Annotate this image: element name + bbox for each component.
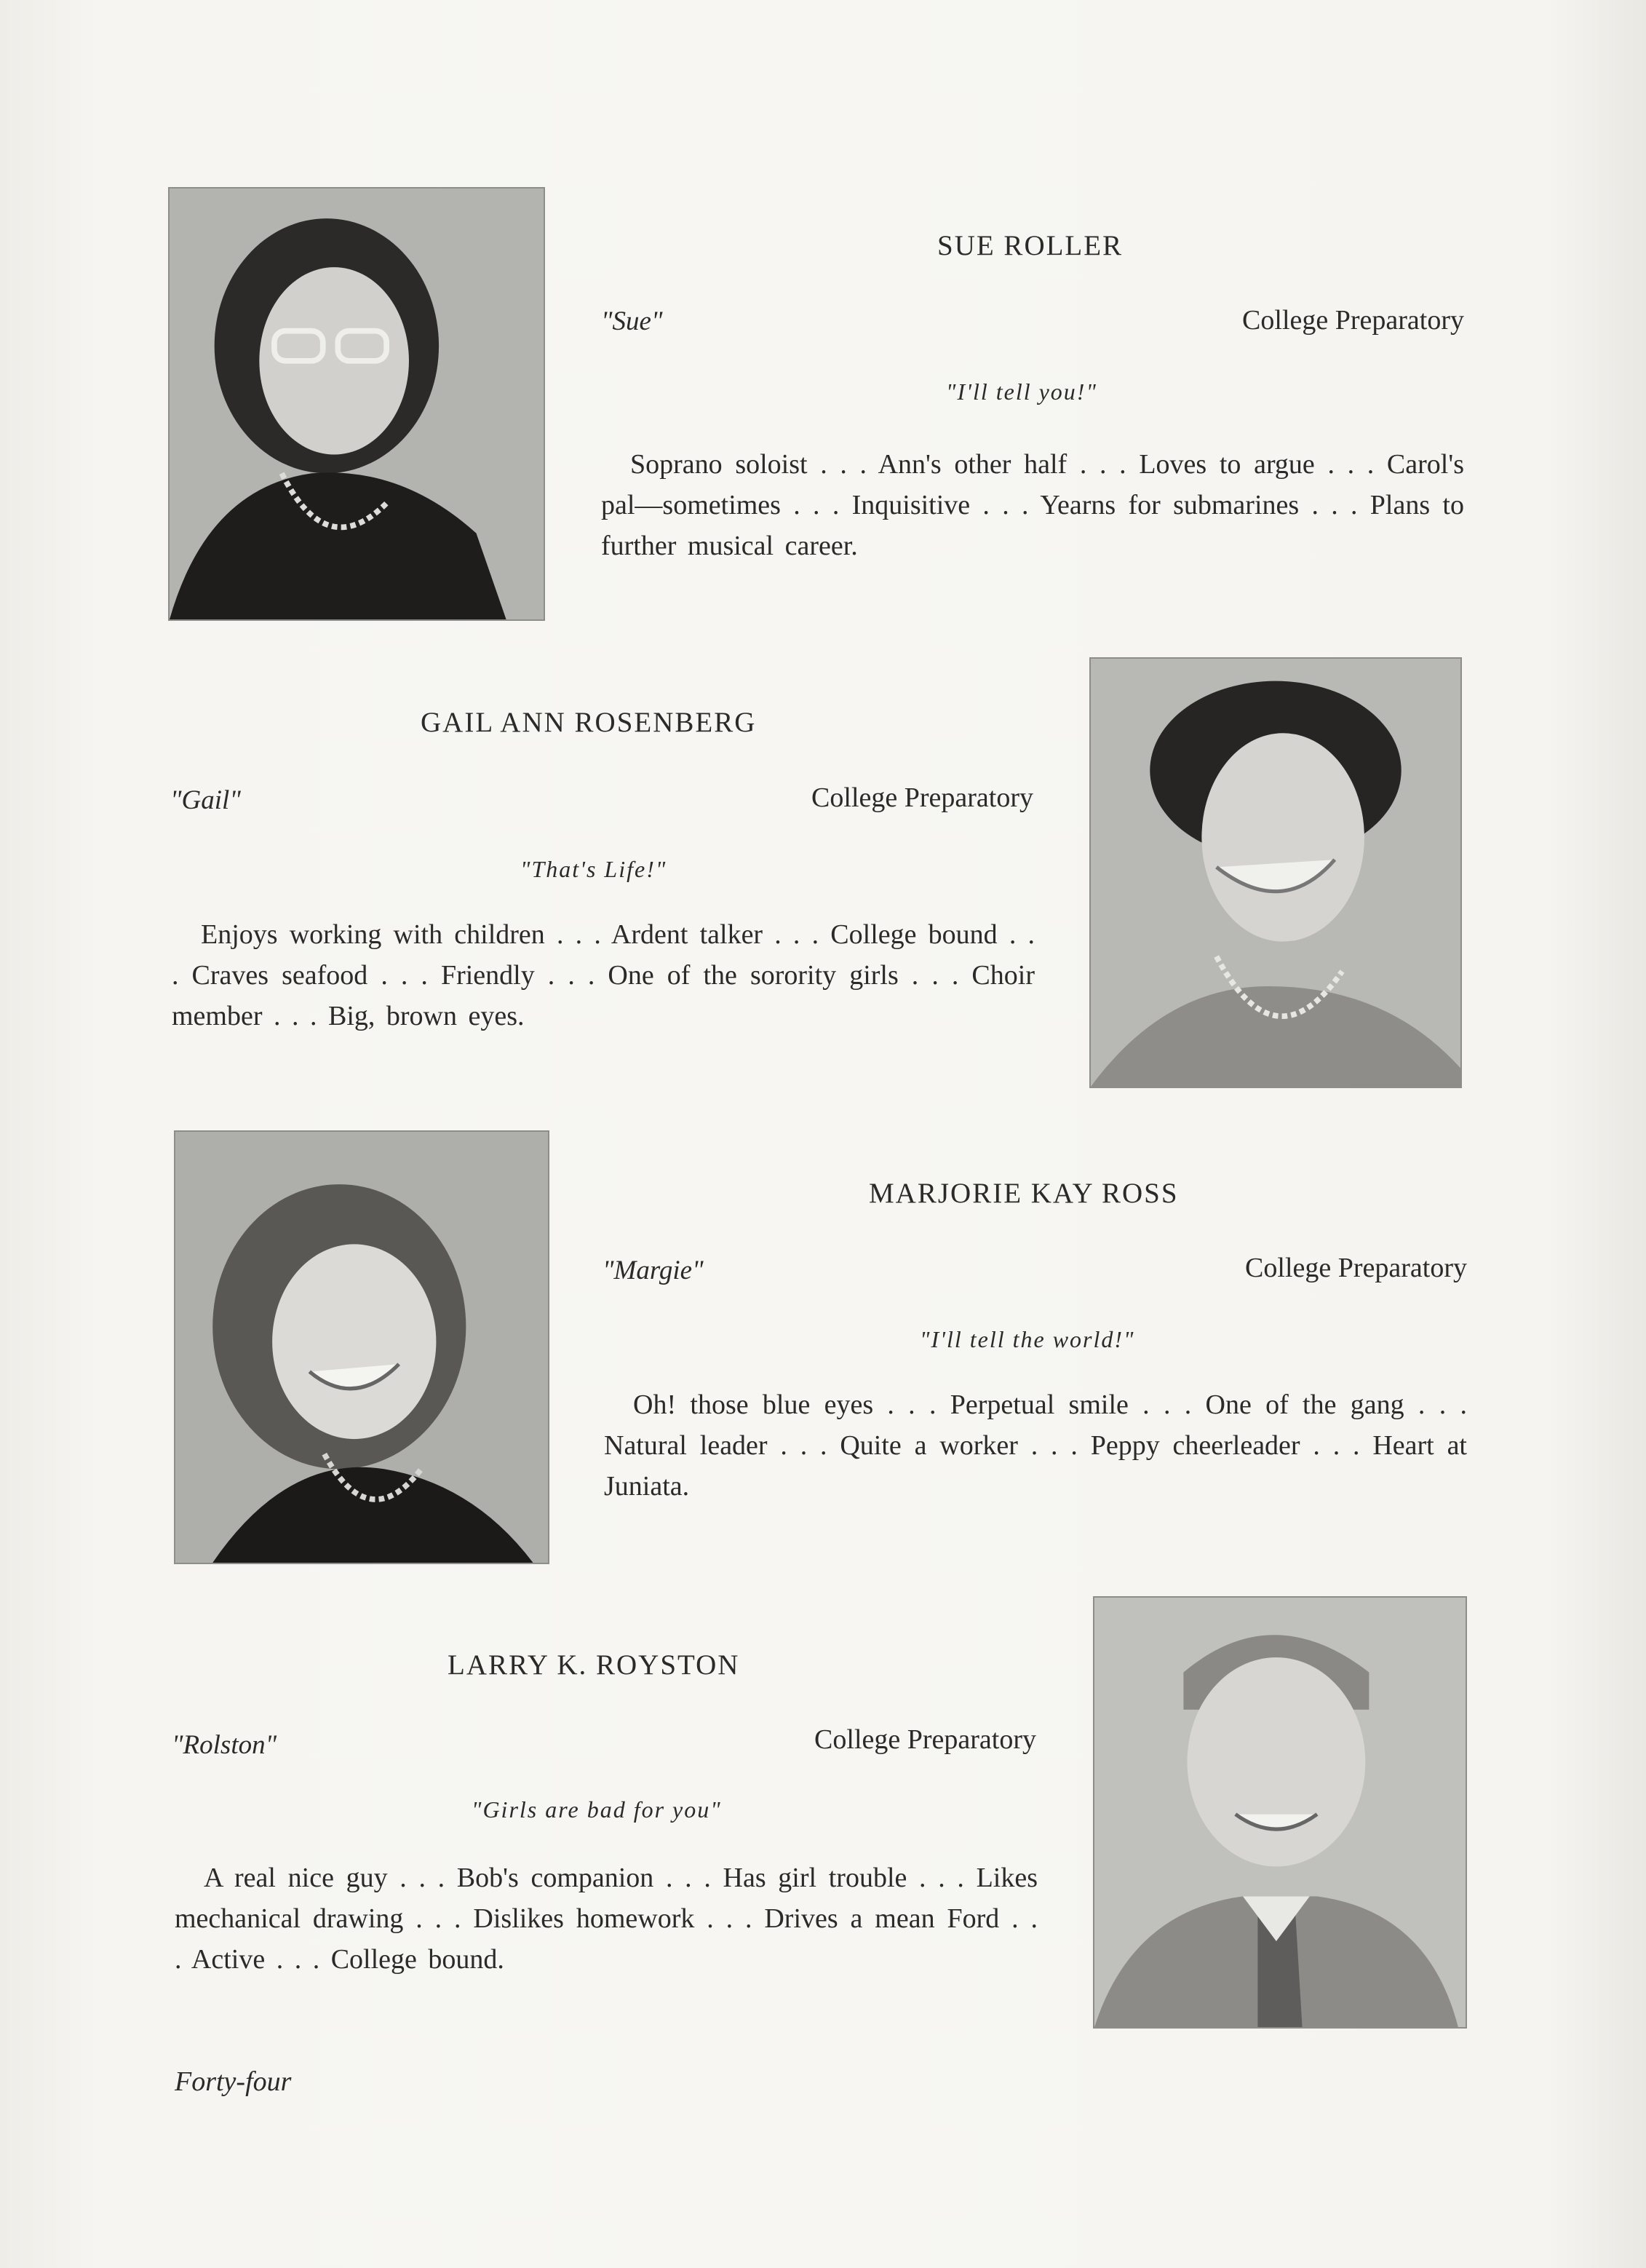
student-course: College Preparatory (1242, 305, 1464, 336)
student-name: GAIL ANN ROSENBERG (421, 707, 757, 738)
student-course: College Preparatory (1245, 1253, 1467, 1283)
student-nickname: "Margie" (603, 1256, 704, 1285)
portrait-photo-marjorie-kay-ross (174, 1130, 549, 1564)
student-name: SUE ROLLER (937, 230, 1124, 261)
student-description: A real nice guy . . . Bob's companion . . . Has girl trouble . . . Likes mechanical drawing . . . Dislikes homework . . . Drives a mean Ford . . . Active . . . College bound. (175, 1863, 1038, 1975)
student-motto: "That's Life!" (520, 856, 667, 882)
student-motto: "Girls are bad for you" (472, 1796, 722, 1823)
student-motto: "I'll tell you!" (946, 378, 1097, 405)
student-description: Oh! those blue eyes . . . Perpetual smile . . . One of the gang . . . Natural leader . . . Quite a worker . . . Peppy cheerleader . . . Heart at Juniata. (604, 1389, 1467, 1502)
portrait-icon (175, 1132, 548, 1563)
student-course: College Preparatory (814, 1724, 1036, 1755)
student-description: Enjoys working with children . . . Ardent talker . . . College bound . . . Craves seafood . . . Friendly . . . One of the sorority girls . . . Choir member . . . Big, brown eyes. (172, 919, 1035, 1031)
student-nickname: "Rolston" (172, 1730, 277, 1760)
portrait-photo-larry-k-royston (1093, 1596, 1467, 2029)
student-motto: "I'll tell the world!" (920, 1326, 1135, 1352)
student-name: MARJORIE KAY ROSS (869, 1178, 1179, 1209)
student-nickname: "Gail" (170, 785, 241, 815)
portrait-photo-sue-roller (168, 187, 545, 621)
portrait-icon (1094, 1598, 1466, 2027)
student-name: LARRY K. ROYSTON (448, 1649, 740, 1681)
portrait-icon (1091, 659, 1460, 1087)
student-description: Soprano soloist . . . Ann's other half . . . Loves to argue . . . Carol's pal—sometimes . . . Inquisitive . . . Yearns for submarines . . . Plans to further musical career. (601, 449, 1464, 561)
page-number-label: Forty-four (175, 2066, 292, 2097)
student-nickname: "Sue" (601, 306, 663, 336)
portrait-photo-gail-ann-rosenberg (1089, 657, 1462, 1088)
portrait-icon (170, 189, 544, 619)
student-course: College Preparatory (811, 782, 1033, 813)
